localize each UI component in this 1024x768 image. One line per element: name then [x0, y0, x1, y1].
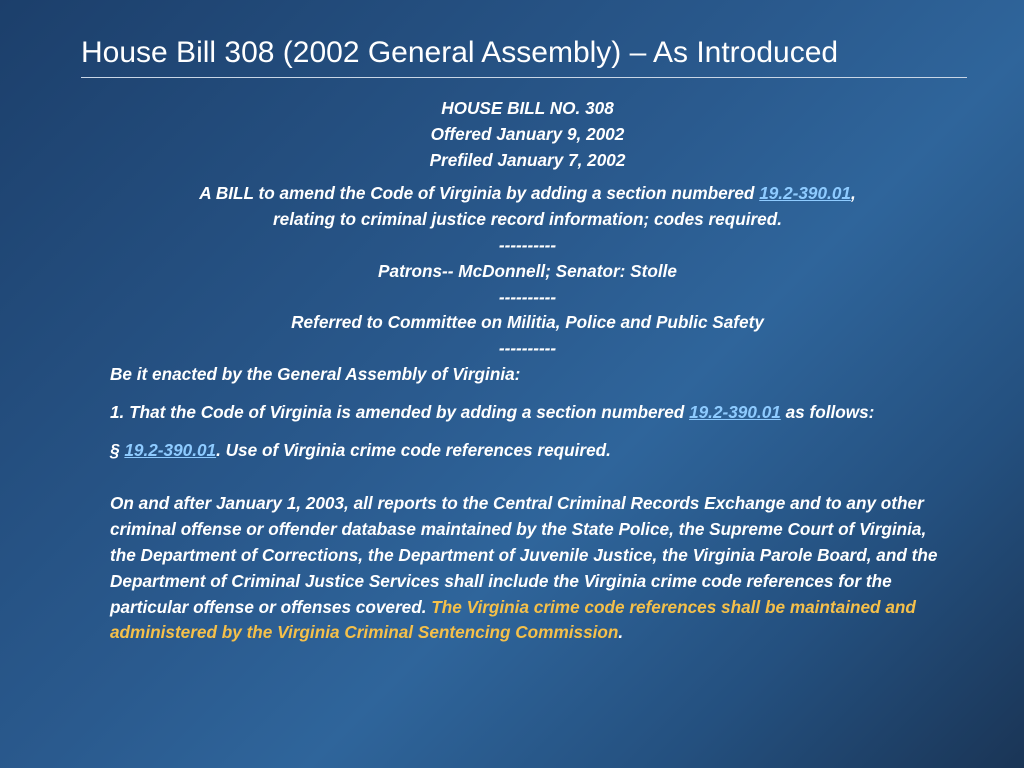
enacting-clause: Be it enacted by the General Assembly of Virginia: [110, 363, 521, 384]
section-heading-text: . Use of Virginia crime code references required. [216, 439, 611, 460]
section-heading [110, 438, 945, 464]
summary-text: A BILL to amend the Code of Virginia by adding a section numbered [199, 183, 760, 204]
section-link[interactable]: 19.2-390.01 [689, 401, 781, 422]
clause-1-suffix: as follows: [780, 401, 875, 422]
separator: ---------- [498, 234, 557, 255]
highlighted-text: The Virginia crime code references shall be maintained and administered by the Virginia Criminal Sentencing Commission [110, 596, 916, 643]
section-link[interactable]: 19.2-390.01 [759, 183, 851, 204]
separator: ---------- [498, 338, 557, 359]
offered-date: Offered January 9, 2002 [430, 123, 625, 144]
bill-header [110, 96, 945, 173]
prefiled-date: Prefiled January 7, 2002 [429, 149, 626, 170]
summary-line-2: relating to criminal justice record information; codes required. [272, 209, 783, 230]
separator: ---------- [498, 286, 557, 307]
clause-1-text: 1. That the Code of Virginia is amended by adding a section numbered [110, 401, 690, 422]
bill-summary [110, 181, 945, 362]
body-end: . [618, 622, 624, 643]
bill-content [110, 96, 945, 646]
slide-title: House Bill 308 (2002 General Assembly) – As Introduced [81, 36, 839, 69]
body-text: On and after January 1, 2003, all reports to the Central Criminal Records Exchange and to any other criminal offense or offender database maintained by the State Police, the Supreme Court of Virginia, the Department of Corrections, the Department of Juvenile Justice, the Virginia Parole Board, and the Department of Criminal Justice Services shall include the Virginia crime code references for the particular offense or offenses covered. [110, 493, 938, 617]
bill-number: HOUSE BILL NO. 308 [441, 98, 614, 118]
section-body [110, 491, 945, 646]
committee-referral: Referred to Committee on Militia, Police and Public Safety [291, 312, 764, 333]
title-divider [81, 77, 967, 78]
section-link[interactable]: 19.2-390.01 [124, 439, 217, 460]
section-symbol: § [110, 439, 125, 460]
patrons: Patrons-- McDonnell; Senator: Stolle [378, 260, 677, 281]
clause-1 [110, 400, 945, 426]
summary-comma: , [850, 183, 856, 204]
